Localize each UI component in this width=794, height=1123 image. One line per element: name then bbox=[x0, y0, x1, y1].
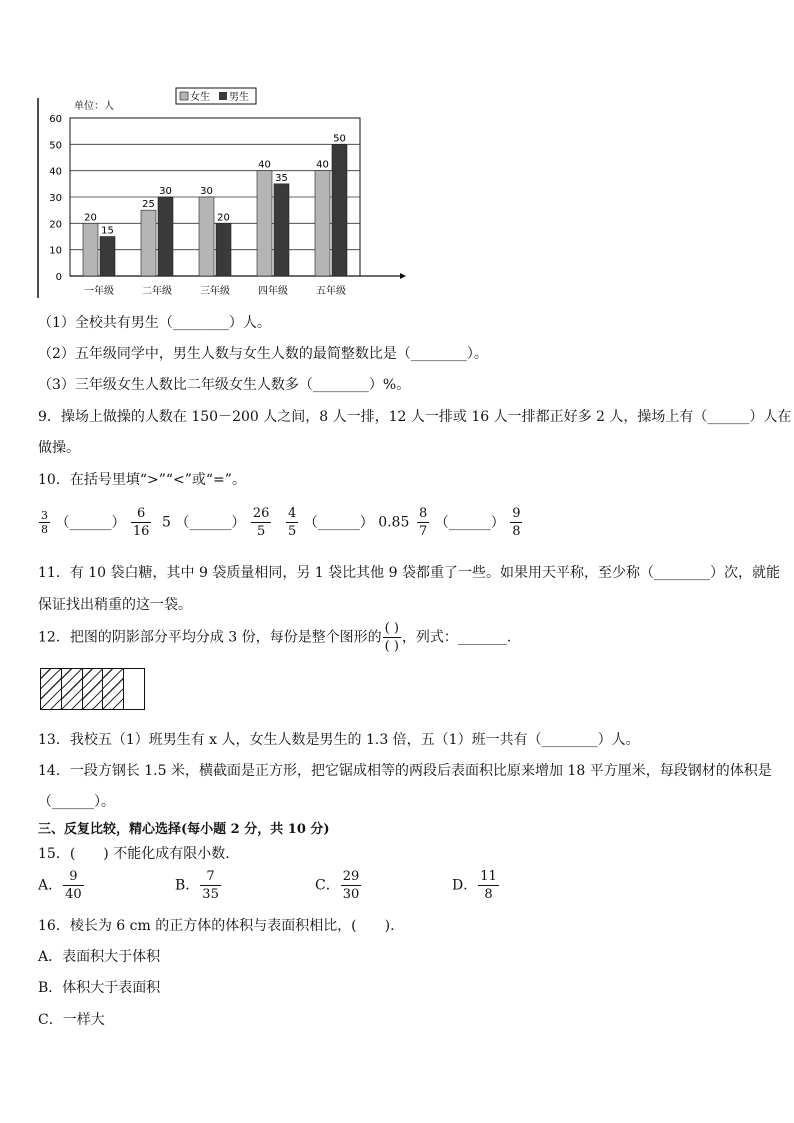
empty-cell bbox=[124, 669, 144, 709]
option-label: C． bbox=[315, 877, 340, 894]
q10-compare-3 bbox=[285, 505, 409, 540]
bar-girls bbox=[315, 171, 330, 276]
y-tick-label: 40 bbox=[49, 166, 62, 178]
x-tick-label: 一年级 bbox=[84, 286, 114, 297]
fraction bbox=[341, 868, 362, 903]
y-tick-label: 50 bbox=[49, 140, 62, 152]
legend-label-boys: 男生 bbox=[229, 92, 249, 103]
q10-compare-1 bbox=[38, 505, 152, 540]
fraction bbox=[286, 505, 298, 540]
legend-swatch-boys bbox=[219, 92, 227, 100]
bar-chart bbox=[0, 80, 420, 300]
fraction bbox=[200, 868, 221, 903]
bar-boys bbox=[216, 223, 231, 276]
numerator: 29 bbox=[342, 869, 360, 884]
q16-option-c[interactable]: C．一样大 bbox=[38, 1012, 105, 1028]
denominator: 16 bbox=[132, 524, 150, 539]
legend-label-girls: 女生 bbox=[190, 92, 210, 103]
x-tick-label: 五年级 bbox=[316, 286, 346, 297]
q11-line1: 11．有 10 袋白糖，其中 9 袋质量相同，另 1 袋比其他 9 袋都重了一些。如果用天平称，至少称（________）次，就能 bbox=[38, 565, 780, 581]
x-tick-label: 二年级 bbox=[142, 286, 172, 297]
bar-boys bbox=[274, 184, 289, 276]
numerator: 3 bbox=[41, 509, 48, 522]
x-tick-label: 四年级 bbox=[258, 286, 288, 297]
denominator: 8 bbox=[484, 887, 493, 902]
q16-stem: 16．棱长为 6 cm 的正方体的体积与表面积相比，( ). bbox=[38, 918, 395, 934]
denominator: 7 bbox=[419, 524, 428, 539]
number: 0.85 bbox=[378, 514, 410, 531]
q15-option-c[interactable] bbox=[315, 868, 362, 903]
q14-line1: 14．一段方钢长 1.5 米，横截面是正方形，把它锯成相等的两段后表面积比原来增加 18 平方厘米，每段钢材的体积是 bbox=[38, 763, 772, 779]
fraction bbox=[417, 505, 429, 540]
denominator: 8 bbox=[41, 523, 48, 536]
q11-line2: 保证找出稍重的这一袋。 bbox=[38, 597, 192, 613]
denominator: 40 bbox=[65, 887, 82, 902]
q16-option-a[interactable]: A．表面积大于体积 bbox=[38, 949, 161, 965]
fraction bbox=[251, 505, 272, 540]
q13-line: 13．我校五（1）班男生有 x 人，女生人数是男生的 1.3 倍，五（1）班一共有（________）人。 bbox=[38, 732, 640, 748]
y-tick-label: 60 bbox=[49, 114, 62, 125]
bar-value-label: 20 bbox=[84, 212, 97, 224]
q10-compare-4 bbox=[416, 505, 523, 540]
section-3-heading: 三、反复比较，精心选择(每小题 2 分，共 10 分) bbox=[38, 822, 330, 837]
q9-line1: 9．操场上做操的人数在 150－200 人之间，8 人一排，12 人一排或 16 人一排都正好多 2 人，操场上有（______）人在 bbox=[38, 409, 792, 425]
y-tick-label: 30 bbox=[49, 193, 62, 204]
answer-blank[interactable]: （______） bbox=[434, 514, 505, 531]
answer-blank[interactable]: （______） bbox=[175, 514, 246, 531]
denominator: 30 bbox=[342, 887, 360, 902]
q15-option-b[interactable] bbox=[175, 868, 222, 903]
q16-option-b[interactable]: B．体积大于表面积 bbox=[38, 980, 161, 996]
bar-value-label: 20 bbox=[217, 212, 230, 224]
bar-value-label: 25 bbox=[142, 199, 155, 211]
bar-girls bbox=[257, 171, 272, 276]
bar-value-label: 40 bbox=[258, 159, 271, 171]
denominator: 5 bbox=[256, 524, 266, 539]
numerator: 26 bbox=[252, 506, 270, 521]
q12-fraction-blank[interactable] bbox=[383, 620, 401, 655]
fraction bbox=[478, 868, 499, 903]
q10-compare-2 bbox=[162, 505, 272, 540]
fraction bbox=[510, 505, 522, 540]
fraction bbox=[39, 509, 50, 536]
numerator: 8 bbox=[419, 506, 428, 521]
q15-option-d[interactable] bbox=[452, 868, 500, 903]
x-tick-label: 三年级 bbox=[200, 286, 230, 297]
bar-value-label: 15 bbox=[101, 225, 114, 237]
bar-boys bbox=[158, 197, 173, 276]
numerator: 7 bbox=[200, 868, 221, 886]
q15-option-a[interactable] bbox=[38, 868, 85, 903]
bar-value-label: 40 bbox=[316, 159, 329, 171]
bar-girls bbox=[141, 210, 156, 276]
denominator-blank[interactable]: ( ) bbox=[384, 639, 399, 654]
denominator: 35 bbox=[202, 887, 219, 902]
bar-value-label: 50 bbox=[333, 133, 346, 145]
numerator-blank[interactable]: ( ) bbox=[384, 621, 399, 636]
numerator: 11 bbox=[480, 869, 497, 884]
bar-value-label: 30 bbox=[159, 186, 172, 197]
q12-formula: ，列式：_______. bbox=[401, 629, 512, 646]
y-tick-label: 10 bbox=[49, 245, 62, 257]
q12-line bbox=[38, 620, 511, 655]
option-label: A． bbox=[38, 877, 63, 894]
q8-part3: （3）三年级女生人数比二年级女生人数多（________）%。 bbox=[38, 377, 411, 393]
shaded-rectangle-figure bbox=[40, 668, 145, 710]
q14-line2: （______）。 bbox=[38, 794, 115, 810]
bar-girls bbox=[199, 197, 214, 276]
numerator: 9 bbox=[512, 506, 521, 521]
numerator: 4 bbox=[288, 506, 297, 521]
bar-value-label: 30 bbox=[200, 186, 213, 197]
option-label: D． bbox=[452, 877, 478, 894]
q10-title: 10．在括号里填“>”“<”或“=”。 bbox=[38, 472, 246, 488]
answer-blank[interactable]: （______） bbox=[303, 514, 374, 531]
q12-text: 12．把图的阴影部分平均分成 3 份，每份是整个图形的 bbox=[38, 629, 382, 646]
shaded-cell bbox=[103, 669, 124, 709]
bar-boys bbox=[332, 144, 347, 276]
bar-girls bbox=[83, 223, 98, 276]
shaded-cell bbox=[62, 669, 83, 709]
answer-blank[interactable]: （______） bbox=[55, 514, 126, 531]
denominator: 8 bbox=[512, 524, 521, 539]
bar-value-label: 35 bbox=[275, 172, 288, 184]
q8-part1: （1）全校共有男生（________）人。 bbox=[38, 315, 271, 331]
numerator: 9 bbox=[63, 868, 84, 886]
number: 5 bbox=[162, 514, 171, 531]
denominator: 5 bbox=[288, 524, 297, 539]
shaded-cell bbox=[41, 669, 62, 709]
legend-swatch-girls bbox=[180, 92, 188, 100]
option-label: B． bbox=[175, 877, 200, 894]
fraction bbox=[131, 505, 152, 540]
y-tick-label: 20 bbox=[49, 219, 62, 231]
y-tick-label: 0 bbox=[55, 272, 62, 283]
unit-label: 单位：人 bbox=[74, 101, 114, 112]
fraction bbox=[63, 868, 84, 903]
bar-boys bbox=[100, 237, 115, 277]
numerator: 6 bbox=[131, 505, 152, 523]
x-axis-arrow bbox=[400, 273, 406, 279]
q15-stem: 15．( ) 不能化成有限小数. bbox=[38, 846, 230, 862]
q8-part2: （2）五年级同学中，男生人数与女生人数的最简整数比是（________）。 bbox=[38, 346, 488, 362]
q9-line2: 做操。 bbox=[38, 440, 80, 456]
shaded-cell bbox=[83, 669, 104, 709]
